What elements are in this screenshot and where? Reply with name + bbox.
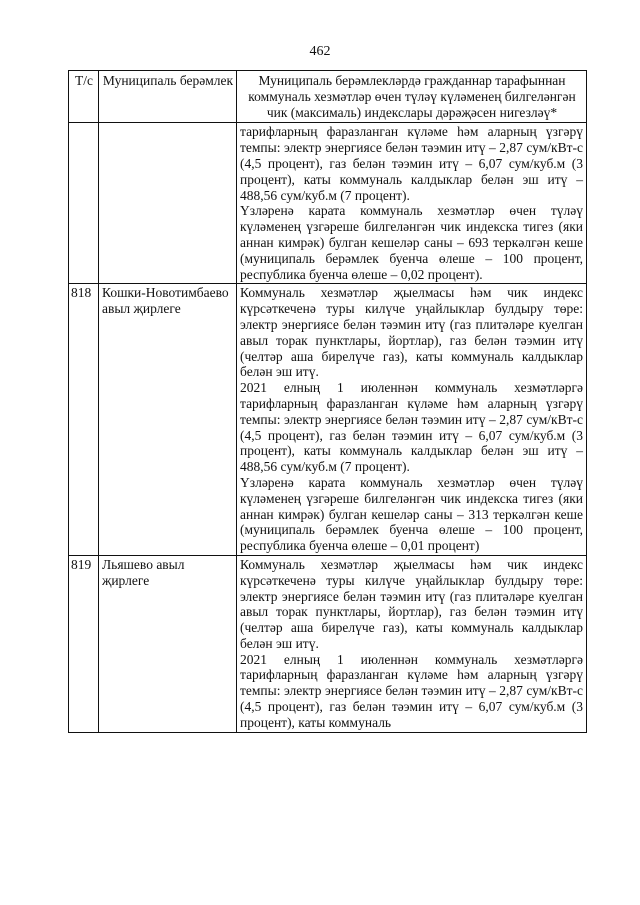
row-number: 818: [69, 284, 99, 556]
row-municipality: [99, 123, 237, 284]
table-row: [69, 555, 587, 732]
row-justification: [237, 555, 587, 732]
row-number: 819: [69, 555, 99, 732]
justification-paragraph: 2021 елның 1 июленнән коммуналь хезмәтләргә тарифларның фаразланган күләме һәм аларның үзгәрү темпы: электр энергиясе белән тәэмин итү – 2,87 сум/кВт-с (4,5 процент), газ белән тәэмин итү – 6,07 сум/куб.м (3 процент), каты коммуналь калдыклар белән эш итү – 488,56 сум/куб.м (7 процент).: [240, 380, 583, 475]
table-row: [69, 123, 587, 284]
header-number: Т/с: [69, 71, 99, 123]
justification-paragraph: Коммуналь хезмәтләр җыелмасы һәм чик индекс күрсәткеченә туры килүче уңайлыклар булдыру төре: электр энергиясе белән тәэмин итү (газ плитәләре куелган авыл торак пунктлары, йортлар), газ белән тәэмин итү (челтәр аша бирелүче газ), каты коммуналь калдыклар белән эш итү.: [240, 556, 583, 651]
table-row: [69, 284, 587, 556]
table-header-row: [69, 71, 587, 123]
justification-paragraph: Үзләренә карата коммуналь хезмәтләр өчен түләү күләменең үзгәреше билгеләнгән чик индекска тигез (яки аннан кимрәк) булган кешеләр саны – 313 теркәлгән кеше (муниципаль берәмлек буенча өлеше – 100 процент, республика буенча өлеше – 0,01 процент): [240, 474, 583, 554]
header-index-justification: Муниципаль берәмлекләрдә гражданнар тарафыннан коммуналь хезмәтләр өчен түләү күләменең билгеләнгән чик (максималь) индекслары дәрәҗәсен нигезләү*: [237, 71, 587, 123]
header-municipality: Муниципаль берәмлек: [99, 71, 237, 123]
row-justification: [237, 284, 587, 556]
row-justification: [237, 123, 587, 284]
row-municipality: Кошки-Новотимбаево авыл җирлеге: [99, 284, 237, 556]
justification-paragraph: 2021 елның 1 июленнән коммуналь хезмәтләргә тарифларның фаразланган күләме һәм аларның үзгәрү темпы: электр энергиясе белән тәэмин итү – 2,87 сум/кВт-с (4,5 процент), газ белән тәэмин итү – 6,07 сум/куб.м (3 процент), каты коммуналь: [240, 651, 583, 730]
tariff-index-table: [68, 70, 587, 733]
row-municipality: Льяшево авыл җирлеге: [99, 555, 237, 732]
justification-paragraph: Коммуналь хезмәтләр җыелмасы һәм чик индекс күрсәткеченә туры килүче уңайлыклар булдыру төре: электр энергиясе белән тәэмин итү (газ плитәләре куелган авыл торак пунктлары, йортлар), газ белән тәэмин итү (челтәр аша бирелүче газ), каты коммуналь калдыклар белән эш итү.: [240, 285, 583, 380]
justification-paragraph: тарифларның фаразланган күләме һәм аларның үзгәрү темпы: электр энергиясе белән тәэмин итү – 2,87 сум/кВт-с (4,5 процент), газ белән тәэмин итү – 6,07 сум/куб.м (3 процент), каты коммуналь калдыклар белән эш итү – 488,56 сум/куб.м (7 процент).: [240, 124, 583, 203]
row-number: [69, 123, 99, 284]
page-number: 462: [309, 44, 331, 59]
justification-paragraph: Үзләренә карата коммуналь хезмәтләр өчен түләү күләменең үзгәреше билгеләнгән чик индекска тигез (яки аннан кимрәк) булган кешеләр саны – 693 теркәлгән кеше (муниципаль берәмлек буенча өлеше – 100 процент, республика буенча өлеше – 0,02 процент).: [240, 203, 583, 282]
